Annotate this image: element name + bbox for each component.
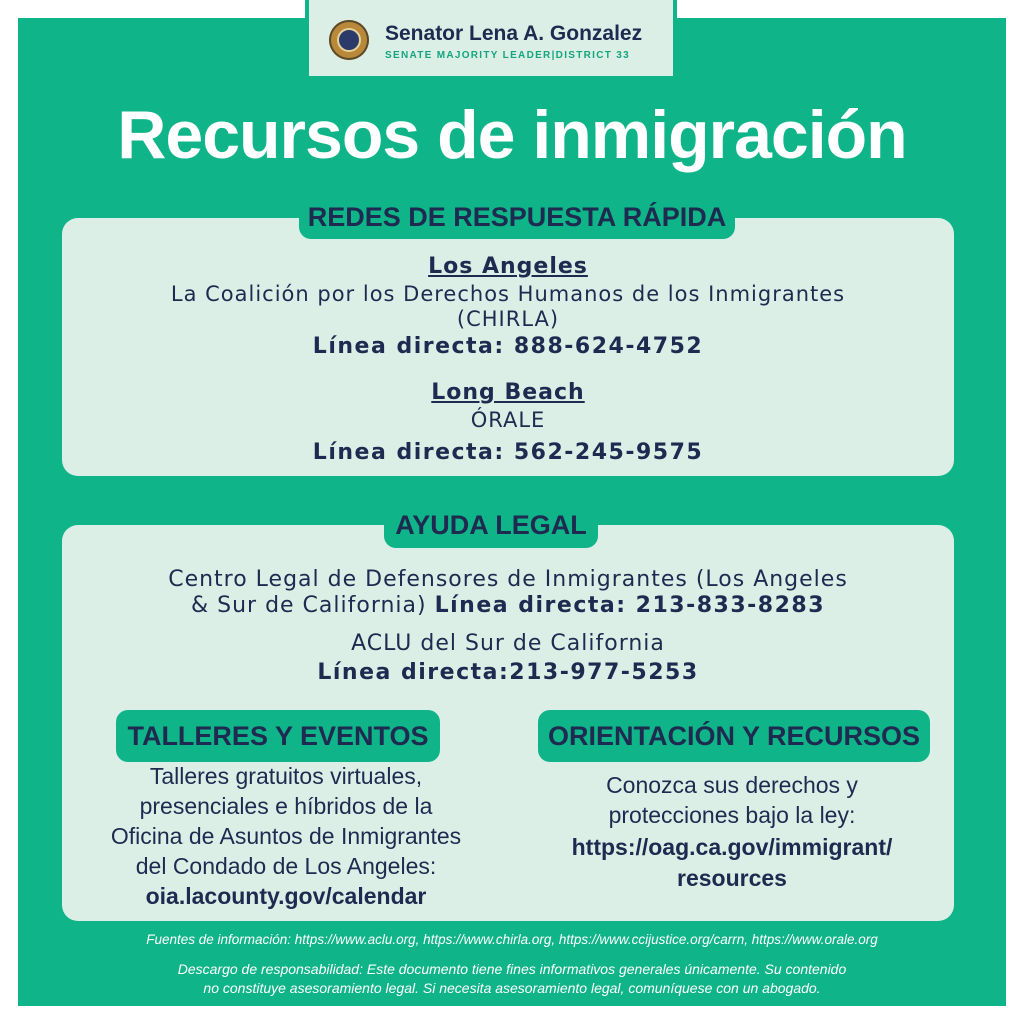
footer-disclaimer-line1: Descargo de responsabilidad: Este documento tiene fines informativos generales únicamente. Su contenido [177, 961, 847, 977]
city-los-angeles: Los Angeles [428, 254, 588, 279]
orientation-line-1: Conozca sus derechos y [606, 772, 858, 798]
org-chirla-line1: La Coalición por los Derechos Humanos de los Inmigrantes [170, 282, 846, 306]
rapid-response-panel [62, 218, 954, 476]
workshops-line-4: del Condado de Los Angeles: [135, 853, 437, 879]
org-orale: ÓRALE [470, 408, 546, 432]
workshops-column [62, 763, 510, 913]
page-title: Recursos de inmigración [117, 97, 907, 173]
orientation-link-line1[interactable]: https://oag.ca.gov/immigrant/ [571, 834, 893, 860]
org-chirla-line2: (CHIRLA) [456, 307, 560, 331]
legal-aid-org2: ACLU del Sur de California [351, 631, 665, 656]
senator-name: Senator Lena A. Gonzalez [385, 22, 643, 45]
orientation-column [510, 772, 954, 902]
legal-aid-heading: AYUDA LEGAL [384, 502, 598, 548]
orientation-line-2: protecciones bajo la ley: [608, 802, 856, 828]
workshops-line-3: Oficina de Asuntos de Inmigrantes [110, 823, 462, 849]
workshops-link[interactable]: oia.lacounty.gov/calendar [145, 883, 427, 909]
hotline-legal-defenders: Línea directa: 213-833-8283 [434, 593, 826, 618]
workshops-line-2: presenciales e híbridos de la [139, 793, 433, 819]
hotline-aclu: Línea directa:213-977-5253 [317, 660, 699, 685]
orientation-link-line2[interactable]: resources [677, 865, 787, 891]
workshops-heading: TALLERES Y EVENTOS [116, 710, 440, 762]
hotline-chirla: Línea directa: 888-624-4752 [312, 334, 704, 359]
hotline-orale: Línea directa: 562-245-9575 [312, 440, 704, 465]
city-long-beach: Long Beach [431, 380, 585, 405]
footer-sources: Fuentes de información: https://www.aclu.org, https://www.chirla.org, https://www.ccijustice.org/carrn, https://www.orale.org [146, 932, 878, 947]
senator-subtitle: SENATE MAJORITY LEADER|DISTRICT 33 [385, 50, 630, 61]
senator-badge [305, 0, 677, 80]
footer-disclaimer-line2: no constituye asesoramiento legal. Si necesita asesoramiento legal, comuníquese con un abogado. [203, 980, 821, 996]
senate-seal-icon [329, 20, 369, 60]
legal-aid-org1-line2 [62, 593, 954, 618]
workshops-line-1: Talleres gratuitos virtuales, [149, 763, 423, 789]
legal-aid-org1-region: & Sur de California) [190, 593, 427, 618]
orientation-heading: ORIENTACIÓN Y RECURSOS [538, 710, 930, 762]
rapid-response-heading: REDES DE RESPUESTA RÁPIDA [299, 195, 735, 239]
legal-aid-org1-line1: Centro Legal de Defensores de Inmigrantes (Los Angeles [168, 567, 848, 592]
